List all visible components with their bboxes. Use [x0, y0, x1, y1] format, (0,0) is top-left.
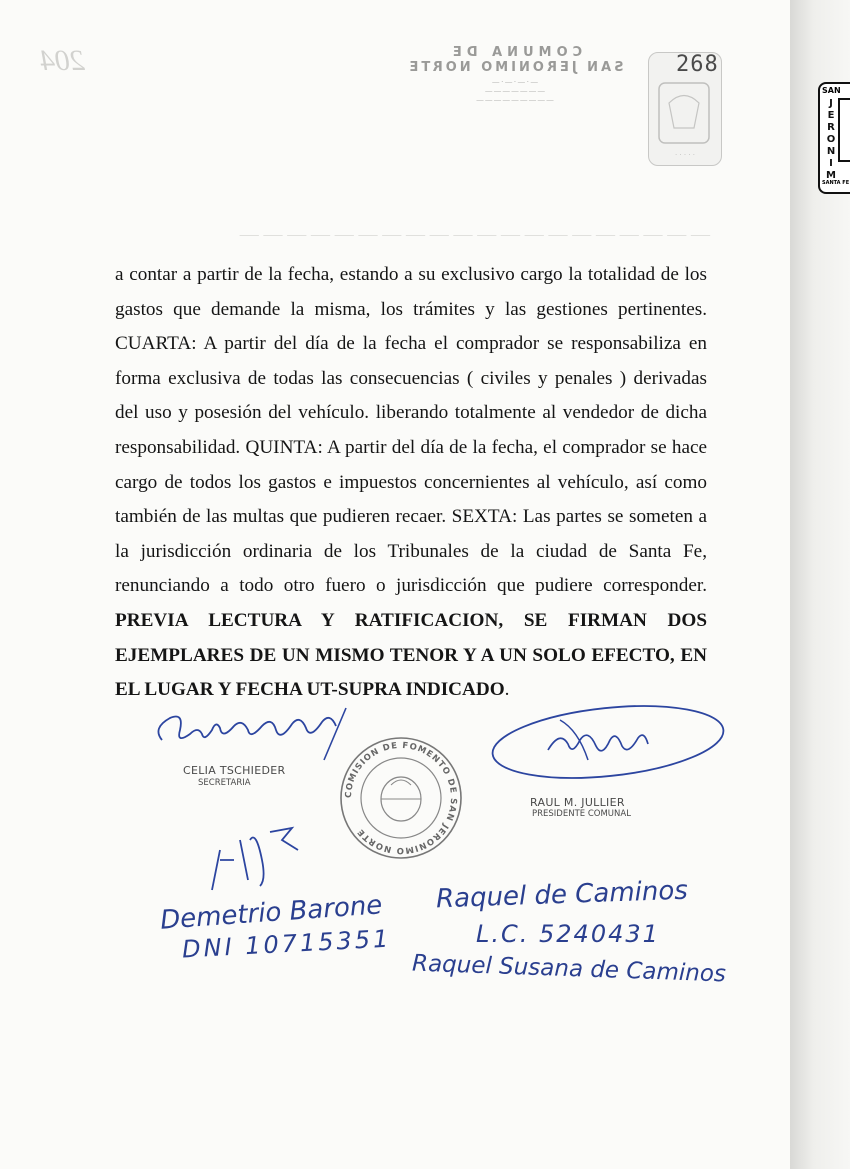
closing-clause: PREVIA LECTURA Y RATIFICACION, SE FIRMAN DOS EJEMPLARES DE UN MISMO TENOR Y A UN SOLO EFECTO, EN EL LUGAR Y FECHA UT-SUPRA INDICADO [115, 609, 707, 701]
seal-text: COMISION DE FOMENTO DE SAN JERONIMO NORTE [343, 740, 459, 856]
stamp-letter: O [826, 134, 836, 145]
svg-text:· · · · ·: · · · · · [674, 151, 696, 159]
seller-signature: Raquel de Caminos [435, 875, 689, 915]
show-through-line: — — — — — — — — — — — — — — — — — — — — [239, 224, 710, 245]
stamp-letter: M [826, 170, 836, 181]
stamp-letter: I [829, 158, 833, 169]
show-through-page-number: 204 [40, 44, 85, 77]
stamp-top-text: SAN [822, 86, 841, 95]
stamp-letter: R [827, 122, 835, 133]
official-seal-icon [336, 733, 466, 863]
seller-name: Raquel Susana de Caminos [411, 950, 727, 988]
signature-secretary-icon [150, 700, 350, 770]
letterhead-line1: COMUNA DE [447, 45, 583, 60]
secretary-role: SECRETARIA [198, 778, 251, 788]
buyer-name: Demetrio Barone [159, 890, 384, 936]
signature-president-icon [488, 700, 728, 790]
folio-number: 268 [676, 52, 719, 77]
stamp-letter: J [829, 98, 833, 109]
president-name: RAUL M. JULLIER [530, 796, 625, 809]
stamp-letters [824, 98, 838, 182]
side-stamp [818, 82, 850, 194]
stamp-letter: N [826, 146, 836, 157]
stamp-letter: E [827, 110, 835, 121]
contract-body [115, 258, 707, 708]
letterhead-line2: SAN JERONIMO NORTE [406, 60, 624, 75]
letterhead-small: — · — · — · — — — — — — — — — — — — — — — — — [476, 78, 554, 104]
letterhead [380, 45, 650, 105]
buyer-id: DNI 10715351 [181, 924, 392, 964]
secretary-name: CELIA TSCHIEDER [183, 764, 286, 777]
president-role: PRESIDENTE COMUNAL [532, 809, 631, 819]
stamp-frame [838, 98, 850, 162]
stamp-bottom-text: SANTA FE [822, 180, 850, 186]
body-paragraph: a contar a partir de la fecha, estando a su exclusivo cargo la totalidad de los gastos que demande la misma, los trámites y las gestiones pertinentes. CUARTA: A partir del día de la fecha el comprador se responsabiliza en forma exclusiva de todas las consecuencias ( civiles y penales ) derivadas del uso y posesión del vehículo. liberando totalmente al vendedor de dicha responsabilidad. QUINTA: A partir del día de la fecha, el comprador se hace cargo de todos los gastos e impuestos concernientes al vehículo, así como también de las multas que pudieren recaer. SEXTA: Las partes se someten a la jurisdicción ordinaria de los Tribunales de la ciudad de Santa Fe, renunciando a todo otro fuero o jurisdicción que pudiere corresponder. [115, 264, 707, 597]
seller-id: L.C. 5240431 [476, 920, 660, 948]
closing-period: . [504, 679, 510, 701]
